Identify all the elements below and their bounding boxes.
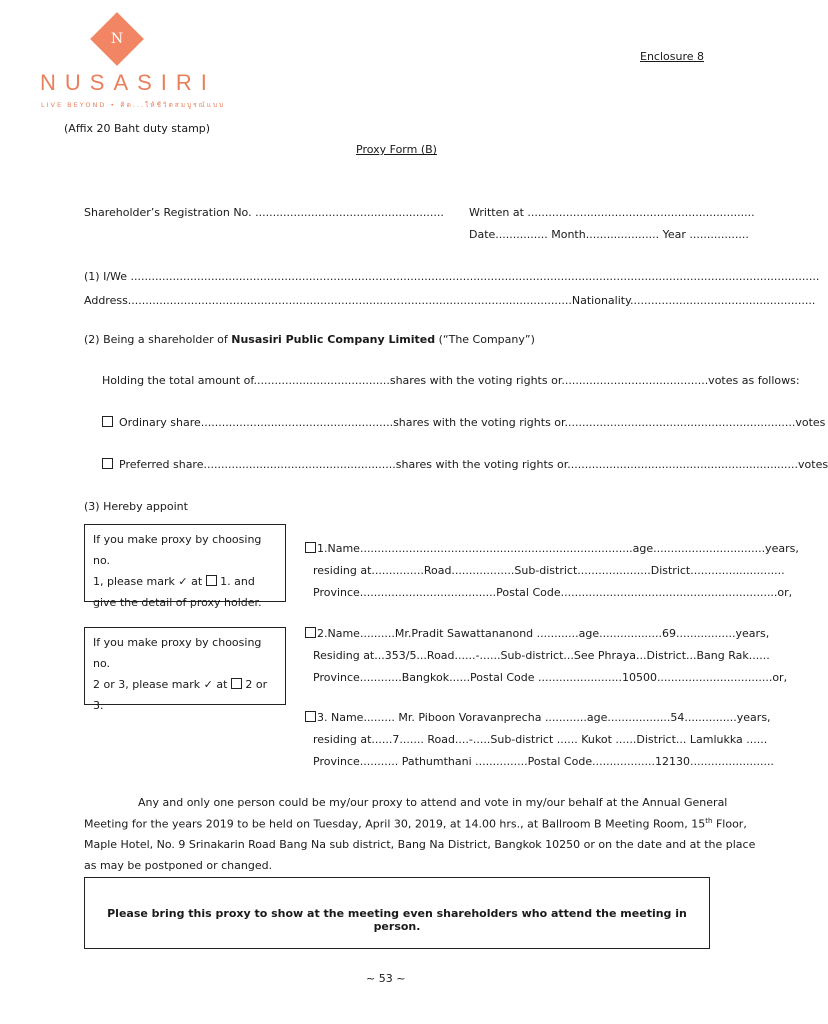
note1-line2: 1, please mark ✓ at 1. and [93, 575, 255, 588]
note2-line3: 3. [93, 699, 104, 712]
proxy3-name-line: 3. Name......... Mr. Piboon Voravanprecha ............age..................54...............years, [317, 711, 771, 724]
notice-box [84, 877, 710, 949]
checkmark-icon: ✓ [178, 575, 188, 588]
checkbox-icon [206, 575, 217, 586]
meeting-text-line1: Any and only one person could be my/our proxy to attend and vote in my/our behalf at the Annual General [138, 796, 728, 809]
shareholder-suffix: (“The Company”) [438, 333, 535, 346]
proxy2-name-line: 2.Name..........Mr.Pradit Sawattananond ............age..................69.................years, [317, 627, 770, 640]
shareholder-prefix: (2) Being a shareholder of [84, 333, 228, 346]
logo-wordmark: NUSASIRI [40, 70, 216, 95]
meeting-text-line3: Maple Hotel, No. 9 Srinakarin Road Bang Na sub district, Bang Na District, Bangkok 10250 or on the date and at the place [84, 838, 756, 851]
hereby-appoint: (3) Hereby appoint [84, 500, 188, 513]
ordinary-share-line: Ordinary share.......................................................shares with the voting rights or..................................................................votes [119, 416, 826, 429]
preferred-share-row [102, 458, 828, 471]
proxy3-name-row [305, 711, 771, 724]
logo-letter: N [110, 31, 124, 47]
holding-line: Holding the total amount of.......................................shares with the voting rights or..........................................votes as follows: [102, 374, 800, 387]
meeting-text-line4: as may be postponed or changed. [84, 859, 273, 872]
proxy2-address-line: Residing at...353/5...Road......-......Sub-district...See Phraya...District...Bang Rak...... [313, 649, 770, 662]
company-name: Nusasiri Public Company Limited [231, 333, 436, 346]
note2-line1: If you make proxy by choosing no. [93, 636, 262, 670]
note1-line3: give the detail of proxy holder. [93, 596, 262, 609]
notice-text: Please bring this proxy to show at the meeting even shareholders who attend the meeting in person. [107, 907, 687, 933]
proxy3-address-line: residing at......7....... Road....-.....Sub-district ...... Kukot ......District... Lamlukka ...... [313, 733, 768, 746]
proxy1-name-row [305, 542, 799, 555]
proxy1-name-line: 1.Name..............................................................................age................................years, [317, 542, 799, 555]
page-number: ~ 53 ~ [366, 972, 406, 985]
checkbox-icon [231, 678, 242, 689]
date-line: Date............... Month..................... Year ................. [469, 228, 749, 241]
proxy3-checkbox[interactable] [305, 711, 316, 722]
proxy2-name-row [305, 627, 770, 640]
preferred-share-checkbox[interactable] [102, 458, 113, 469]
proxy3-province-line: Province........... Pathumthani ...............Postal Code..................12130........................ [313, 755, 774, 768]
ordinary-share-row [102, 416, 826, 429]
note1-line1: If you make proxy by choosing no. [93, 533, 262, 567]
stamp-note: (Affix 20 Baht duty stamp) [64, 122, 211, 135]
note-box-1 [84, 524, 286, 609]
proxy1-address-line: residing at...............Road..................Sub-district.....................District........................... [313, 564, 785, 577]
proxy1-province-line: Province.......................................Postal Code..............................................................or, [313, 586, 793, 599]
meeting-text-line2: Meeting for the years 2019 to be held on Tuesday, April 30, 2019, at 14.00 hrs., at Ballroom B Meeting Room, 15th Floor, [84, 817, 747, 831]
enclosure-label: Enclosure 8 [640, 50, 705, 63]
iwe-line: (1) I/We ..................................................................................................................................................................................................... [84, 270, 820, 283]
shareholder-line [84, 333, 535, 346]
form-title: Proxy Form (B) [356, 143, 437, 156]
note-box-2 [84, 627, 286, 712]
preferred-share-line: Preferred share.......................................................shares with the voting rights or..................................................................votes [119, 458, 828, 471]
proxy2-province-line: Province............Bangkok......Postal Code ........................10500.................................or, [313, 671, 788, 684]
checkmark-icon: ✓ [203, 678, 213, 691]
address-line: Address...............................................................................................................................Nationality..................................................... [84, 294, 816, 307]
logo-tagline: LIVE BEYOND • คิด...ให้ชีวิตสมบูรณ์แบบ [41, 101, 226, 109]
proxy1-checkbox[interactable] [305, 542, 316, 553]
note2-line2: 2 or 3, please mark ✓ at 2 or [93, 678, 268, 691]
proxy2-checkbox[interactable] [305, 627, 316, 638]
written-at-line: Written at ................................................................. [469, 206, 755, 219]
ordinary-share-checkbox[interactable] [102, 416, 113, 427]
registration-line: Shareholder’s Registration No. ...................................................... [84, 206, 444, 219]
